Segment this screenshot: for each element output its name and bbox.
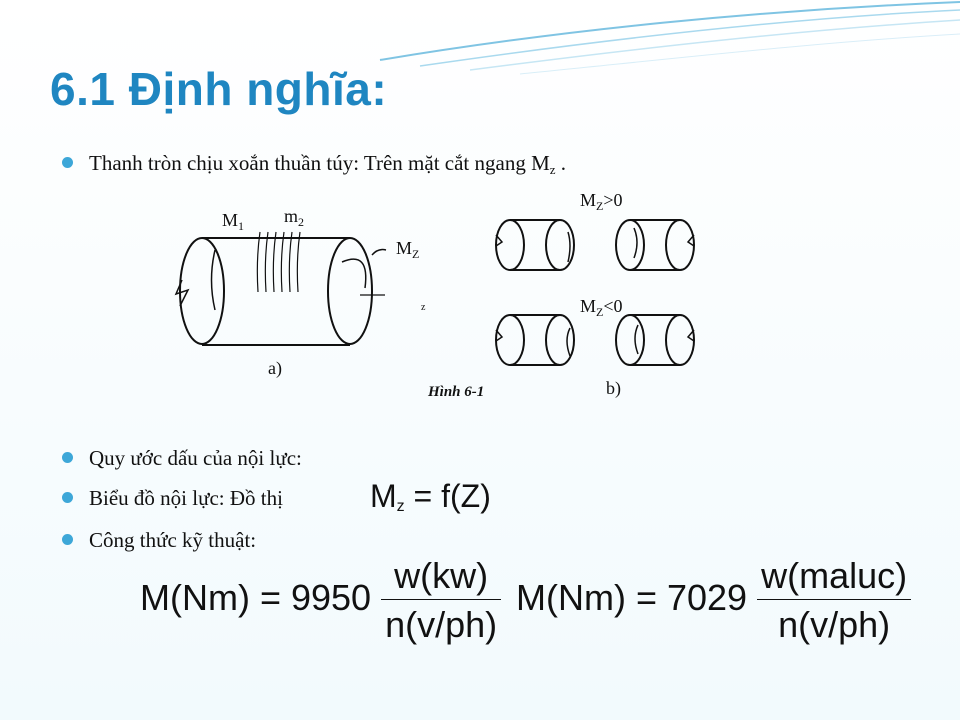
- figure-caption: Hình 6-1: [428, 384, 485, 400]
- shaft-cylinder: [176, 238, 385, 345]
- label-m1: $M_1$: [222, 210, 245, 233]
- bullet-dot: [62, 157, 73, 168]
- bullet-dot: [62, 534, 73, 545]
- bullet-dot: [62, 452, 73, 463]
- label-z-axis: z: [421, 302, 426, 313]
- label-positive-moment: $M_Z>0$: [580, 190, 623, 213]
- label-a: a): [268, 358, 282, 378]
- torsion-figure: [160, 180, 760, 410]
- formula-horsepower: M(Nm) = 7029 $\frac{\text{w(maluc)}}{n(v/ph)}$: [516, 555, 911, 646]
- label-mz: $M_Z$: [396, 238, 420, 261]
- positive-moment-diagram: [496, 220, 694, 270]
- label-m2: $m_2$: [284, 206, 305, 229]
- distributed-moment-arrows: [257, 232, 300, 292]
- mz-pointer: [372, 250, 386, 255]
- bullet-dot: [62, 492, 73, 503]
- formula-kw: M(Nm) = 9950 $\frac{w(kw)}{n(v/ph)}$: [140, 555, 501, 646]
- label-b: b): [606, 378, 621, 398]
- label-negative-moment: $M_Z<0$: [580, 296, 623, 319]
- page-title: 6.1 Định nghĩa:: [50, 63, 388, 115]
- negative-moment-diagram: [496, 315, 694, 365]
- formula-diagram: $M_z = f(Z)$: [370, 478, 491, 515]
